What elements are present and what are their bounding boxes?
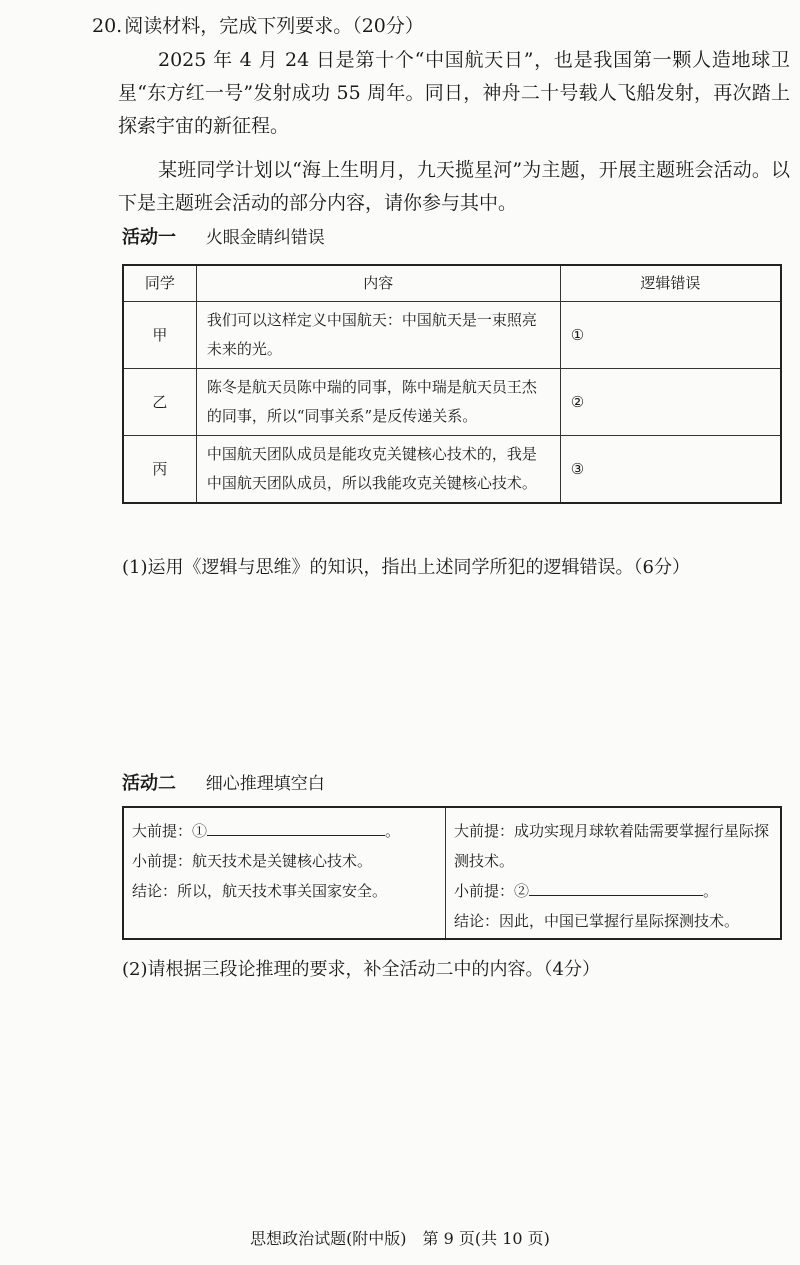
answer-cell[interactable]: ③: [560, 436, 781, 504]
minor-premise-line: 小前提：② 。: [454, 876, 772, 906]
minor-premise: 小前提：航天技术是关键核心技术。: [132, 852, 373, 870]
table-row: [123, 369, 781, 436]
statement-content: 陈冬是航天员陈中瑞的同事，陈中瑞是航天员王杰的同事，所以“同事关系”是反传递关系。: [196, 369, 560, 436]
syllogism-left: [124, 808, 446, 938]
student-name: 丙: [123, 436, 196, 504]
activity-1-heading: [122, 226, 325, 250]
header-logic-error: 逻辑错误: [560, 265, 781, 302]
question-header: [92, 14, 424, 38]
material-paragraph-2: 某班同学计划以“海上生明月，九天揽星河”为主题，开展主题班会活动。以下是主题班会活动的部分内容，请你参与其中。: [118, 159, 790, 214]
table-row: [123, 302, 781, 369]
major-premise: 大前提：成功实现月球软着陆需要掌握行星际探测技术。: [454, 822, 770, 870]
table-row: [123, 436, 781, 504]
activity-2-box: [122, 806, 782, 940]
material-paragraph-1: 2025 年 4 月 24 日是第十个“中国航天日”，也是我国第一颗人造地球卫星“东方红一号”发射成功 55 周年。同日，神舟二十号载人飞船发射，再次踏上探索宇宙的新征程。: [118, 49, 790, 137]
blank-answer-1[interactable]: [207, 817, 385, 836]
activity-1-subtitle: 火眼金睛纠错误: [205, 228, 325, 248]
header-student: 同学: [123, 265, 196, 302]
minor-premise-label: 小前提：②: [454, 882, 530, 900]
syllogism-right: [446, 808, 780, 938]
answer-cell[interactable]: ②: [560, 369, 781, 436]
student-name: 乙: [123, 369, 196, 436]
activity-2-title: 活动二: [122, 773, 176, 794]
activity-2-heading: [122, 772, 325, 796]
conclusion: 结论：因此，中国已掌握行星际探测技术。: [454, 912, 740, 930]
table-header-row: [123, 265, 781, 302]
page-footer: 思想政治试题(附中版) 第 9 页(共 10 页): [250, 1229, 550, 1248]
sub-question-2: (2)请根据三段论推理的要求，补全活动二中的内容。（4分）: [122, 959, 600, 980]
statement-content: 我们可以这样定义中国航天：中国航天是一束照亮未来的光。: [196, 302, 560, 369]
blank-answer-2[interactable]: [529, 877, 703, 896]
conclusion: 结论：所以，航天技术事关国家安全。: [132, 882, 388, 900]
activity-2-subtitle: 细心推理填空白: [205, 774, 325, 794]
major-premise-line: 大前提：① 。: [132, 816, 437, 846]
student-name: 甲: [123, 302, 196, 369]
sub-question-1: (1)运用《逻辑与思维》的知识，指出上述同学所犯的逻辑错误。（6分）: [122, 557, 690, 578]
answer-cell[interactable]: ①: [560, 302, 781, 369]
question-number: 20.: [92, 15, 123, 37]
question-instruction: 阅读材料，完成下列要求。（20分）: [124, 15, 424, 37]
activity-1-table: [122, 264, 782, 504]
header-content: 内容: [196, 265, 560, 302]
major-premise-label: 大前提：①: [132, 822, 208, 840]
activity-1-title: 活动一: [122, 227, 176, 248]
statement-content: 中国航天团队成员是能攻克关键核心技术的，我是中国航天团队成员，所以我能攻克关键核心技术。: [196, 436, 560, 504]
